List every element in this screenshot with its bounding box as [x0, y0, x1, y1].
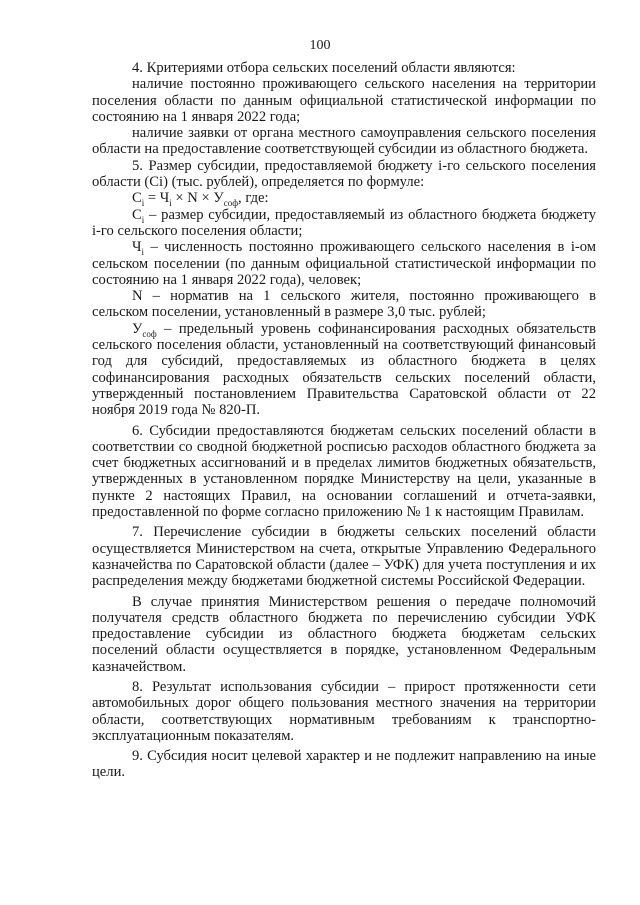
definition-ch — [92, 239, 596, 288]
formula-eq: = Ч — [144, 190, 170, 207]
paragraph-6: 6. Субсидии предоставляются бюджетам сельских поселений области в соответствии со сводной бюджетной росписью расходов областного бюджета за счет бюджетных ассигнований и в пределах лимитов бюджетных обязательств, утвержденных в установленном порядке Министерству на цели, указанные в пункте 2 настоящих Правил, на основании соглашений и отчета-заявки, предоставленной по форме согласно приложению № 1 к настоящим Правилам. — [92, 422, 596, 521]
paragraph-7: 7. Перечисление субсидии в бюджеты сельских поселений области осуществляется Министерством на счета, открытые Управлению Федерального казначейства по Саратовской области (далее – УФК) для учета поступления и их распределения между бюджетами бюджетной системы Российской Федерации. — [92, 524, 596, 590]
paragraph-criteria: 4. Критериями отбора сельских поселений области являются: — [132, 60, 516, 76]
formula — [92, 190, 596, 209]
formula-c: C — [132, 190, 142, 207]
definition-u-text: – предельный уровень софинансирования расходных обязательств сельского поселения области, установленный на соответствующий финансовый год для субсидий, предоставляемых из областного бюджета в целях софинансирования расходных обязательств сельских поселений области, утвержденный постановлением Правительства Саратовской области от 22 ноября 2019 года № 820-П. — [92, 320, 596, 419]
page-number: 100 — [309, 38, 331, 53]
definition-u-sub: соф — [142, 328, 157, 339]
definition-u — [92, 321, 596, 419]
definition-c — [92, 207, 596, 240]
paragraph-7-case: В случае принятия Министерством решения о передаче полномочий получателя средств областного бюджета по перечислению субсидии УФК предоставление субсидии из областного бюджета бюджетам сельских поселений области осуществляется в порядке, установленном Федеральным казначейством. — [92, 593, 596, 675]
paragraph-criterion-population: наличие постоянно проживающего сельского населения на территории поселения области по данным официальной статистической информации по состоянию на 1 января 2022 года; — [92, 76, 596, 125]
definition-ch-sub: i — [141, 247, 145, 258]
definition-c-symbol: C — [132, 206, 142, 223]
paragraph-criterion-application: наличие заявки от органа местного самоуправления сельского поселения области на предоставление соответствующей субсидии из областного бюджета. — [92, 125, 596, 158]
formula-mid: × N × У — [171, 190, 224, 207]
formula-c-sub: i — [141, 198, 145, 209]
document-body — [92, 60, 596, 781]
definition-ch-text: – численность постоянно проживающего сельского населения в i-ом сельском поселении (по данным официальной статистической информации по состоянию на 1 января 2022 года), человек; — [92, 239, 596, 288]
paragraph-subsidy-size: 5. Размер субсидии, предоставляемой бюджету i-го сельского поселения области (Ci) (тыс. рублей), определяется по формуле: — [92, 157, 596, 191]
formula-ch-sub: i — [169, 198, 172, 209]
definition-c-text: – размер субсидии, предоставляемый из областного бюджета бюджету i-го сельского поселения области; — [92, 206, 596, 239]
paragraph-9: 9. Субсидия носит целевой характер и не подлежит направлению на иные цели. — [92, 748, 596, 781]
formula-u-sub: соф — [223, 198, 239, 209]
formula-tail: , где: — [238, 190, 269, 207]
definition-u-symbol: У — [132, 320, 143, 337]
definition-n: N – норматив на 1 сельского жителя, постоянно проживающего в сельском поселении, установленный в размере 3,0 тыс. рублей; — [92, 288, 596, 321]
paragraph-8: 8. Результат использования субсидии – прирост протяженности сети автомобильных дорог общего пользования местного значения на территории области, соответствующих нормативным требованиям к транспортно-эксплуатационным показателям. — [92, 678, 596, 744]
definition-c-sub: i — [141, 214, 145, 225]
definition-ch-symbol: Ч — [132, 239, 142, 256]
